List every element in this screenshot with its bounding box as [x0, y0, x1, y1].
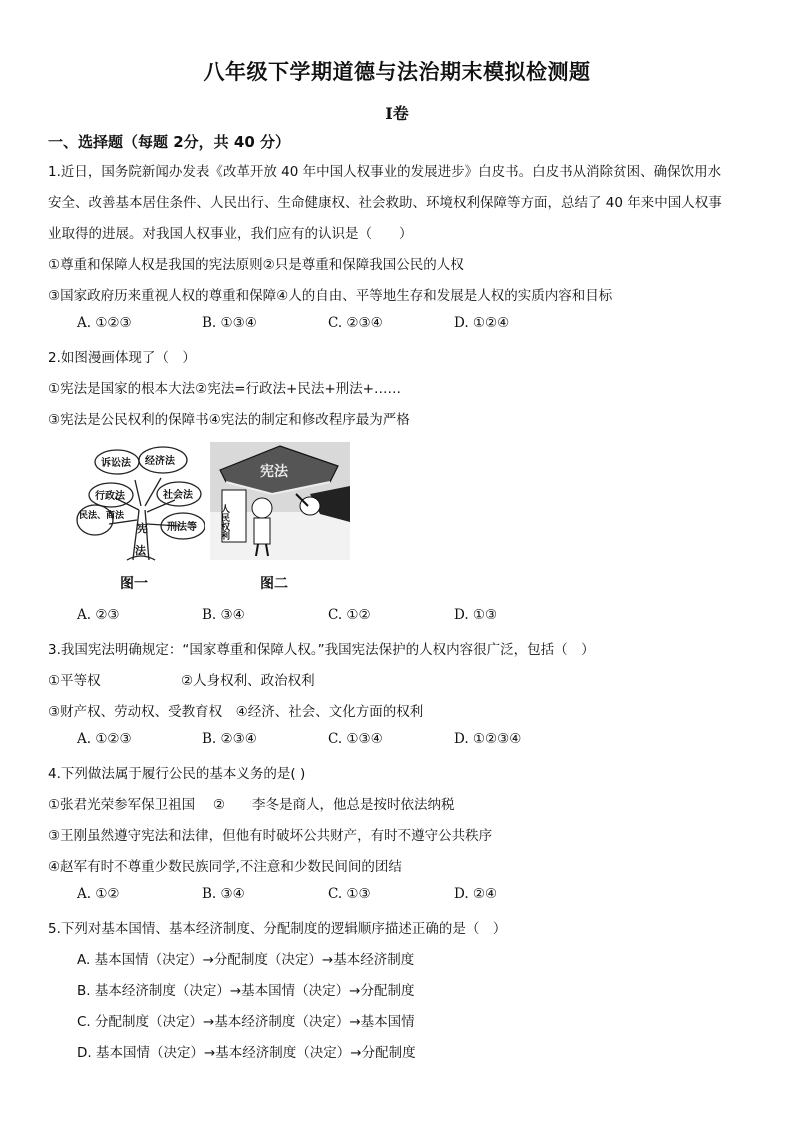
q2-option-d[interactable]: D. ①③ — [454, 607, 498, 623]
q1-stem-line-1: 1.近日，国务院新闻办发表《改革开放 40 年中国人权事业的发展进步》白皮书。白皮书从消除贫困、确保饮用水 — [48, 164, 722, 180]
q5-option-b[interactable]: B. 基本经济制度（决定）→基本国情（决定）→分配制度 — [77, 983, 415, 999]
q5-option-c[interactable]: C. 分配制度（决定）→基本经济制度（决定）→基本国情 — [77, 1014, 415, 1030]
q3-stem: 3.我国宪法明确规定：“国家尊重和保障人权。”我国宪法保护的人权内容很广泛，包括（ ） — [48, 642, 595, 658]
q1-statement-2: ③国家政府历来重视人权的尊重和保障④人的自由、平等地生存和发展是人权的实质内容和目标 — [48, 288, 613, 304]
q2-option-b[interactable]: B. ③④ — [202, 607, 245, 623]
q5-stem: 5.下列对基本国情、基本经济制度、分配制度的逻辑顺序描述正确的是（ ） — [48, 921, 507, 937]
figure-1-law-tree — [75, 440, 205, 565]
q1-option-d[interactable]: D. ①②④ — [454, 315, 510, 331]
exam-title: 八年级下学期道德与法治期末模拟检测题 — [203, 60, 591, 84]
q3-option-d[interactable]: D. ①②③④ — [454, 731, 522, 747]
q4-option-d[interactable]: D. ②④ — [454, 886, 498, 902]
q2-option-a[interactable]: A. ②③ — [77, 607, 120, 623]
fig2-sign-text: 人民权利 — [219, 504, 229, 540]
q1-statement-1: ①尊重和保障人权是我国的宪法原则②只是尊重和保障我国公民的人权 — [48, 257, 464, 273]
section-heading: 一、选择题（每题 2分，共 40 分） — [48, 133, 290, 151]
q4-option-a[interactable]: A. ①② — [77, 886, 120, 902]
q1-option-a[interactable]: A. ①②③ — [77, 315, 132, 331]
q2-stem: 2.如图漫画体现了（ ） — [48, 350, 196, 366]
fig1-label-administrative-law: 行政法 — [95, 491, 125, 502]
fig1-label-fa: 法 — [135, 544, 146, 557]
q3-option-b[interactable]: B. ②③④ — [202, 731, 257, 747]
figure-2-caption: 图二 — [260, 576, 288, 592]
figure-2-constitution-umbrella — [210, 442, 350, 560]
q3-option-a[interactable]: A. ①②③ — [77, 731, 132, 747]
q3-option-c[interactable]: C. ①③④ — [328, 731, 383, 747]
q2-statement-1: ①宪法是国家的根本大法②宪法=行政法+民法+刑法+…… — [48, 381, 401, 397]
figure-1-caption: 图一 — [120, 576, 148, 592]
q5-option-d[interactable]: D. 基本国情（决定）→基本经济制度（决定）→分配制度 — [77, 1045, 416, 1061]
q4-statement-1-2: ①张君光荣参军保卫祖国 ② 李冬是商人，他总是按时依法纳税 — [48, 797, 455, 813]
q4-statement-4: ④赵军有时不尊重少数民族同学,不注意和少数民间间的团结 — [48, 859, 402, 875]
q1-stem-line-2: 安全、改善基本居住条件、人民出行、生命健康权、社会救助、环境权利保障等方面，总结了 40 年来中国人权事 — [48, 195, 722, 211]
fig1-label-litigation-law: 诉讼法 — [101, 458, 131, 469]
q2-statement-2: ③宪法是公民权利的保障书④宪法的制定和修改程序最为严格 — [48, 412, 410, 428]
q4-stem: 4.下列做法属于履行公民的基本义务的是( ) — [48, 766, 306, 782]
fig1-label-civil-commercial-law: 民法、商法 — [79, 511, 125, 521]
fig1-label-social-law: 社会法 — [163, 490, 193, 501]
fig1-label-economic-law: 经济法 — [145, 456, 175, 467]
fig1-label-xian: 宪 — [137, 522, 148, 535]
q5-option-a[interactable]: A. 基本国情（决定）→分配制度（决定）→基本经济制度 — [77, 952, 415, 968]
fig1-label-criminal-law: 刑法等 — [167, 522, 197, 533]
q4-statement-3: ③王刚虽然遵守宪法和法律，但他有时破坏公共财产，有时不遵守公共秩序 — [48, 828, 493, 844]
fig2-book-title: 宪法 — [260, 464, 288, 480]
q4-option-c[interactable]: C. ①③ — [328, 886, 371, 902]
q4-option-b[interactable]: B. ③④ — [202, 886, 245, 902]
q3-statement-3-4: ③财产权、劳动权、受教育权 ④经济、社会、文化方面的权利 — [48, 704, 424, 720]
q1-stem-line-3: 业取得的进展。对我国人权事业，我们应有的认识是（ ） — [48, 226, 413, 242]
q2-option-c[interactable]: C. ①② — [328, 607, 371, 623]
q1-option-c[interactable]: C. ②③④ — [328, 315, 383, 331]
q3-statement-2: ②人身权利、政治权利 — [181, 673, 315, 689]
volume-label: Ⅰ卷 — [385, 104, 409, 123]
q1-option-b[interactable]: B. ①③④ — [202, 315, 257, 331]
q3-statement-1: ①平等权 — [48, 673, 101, 689]
